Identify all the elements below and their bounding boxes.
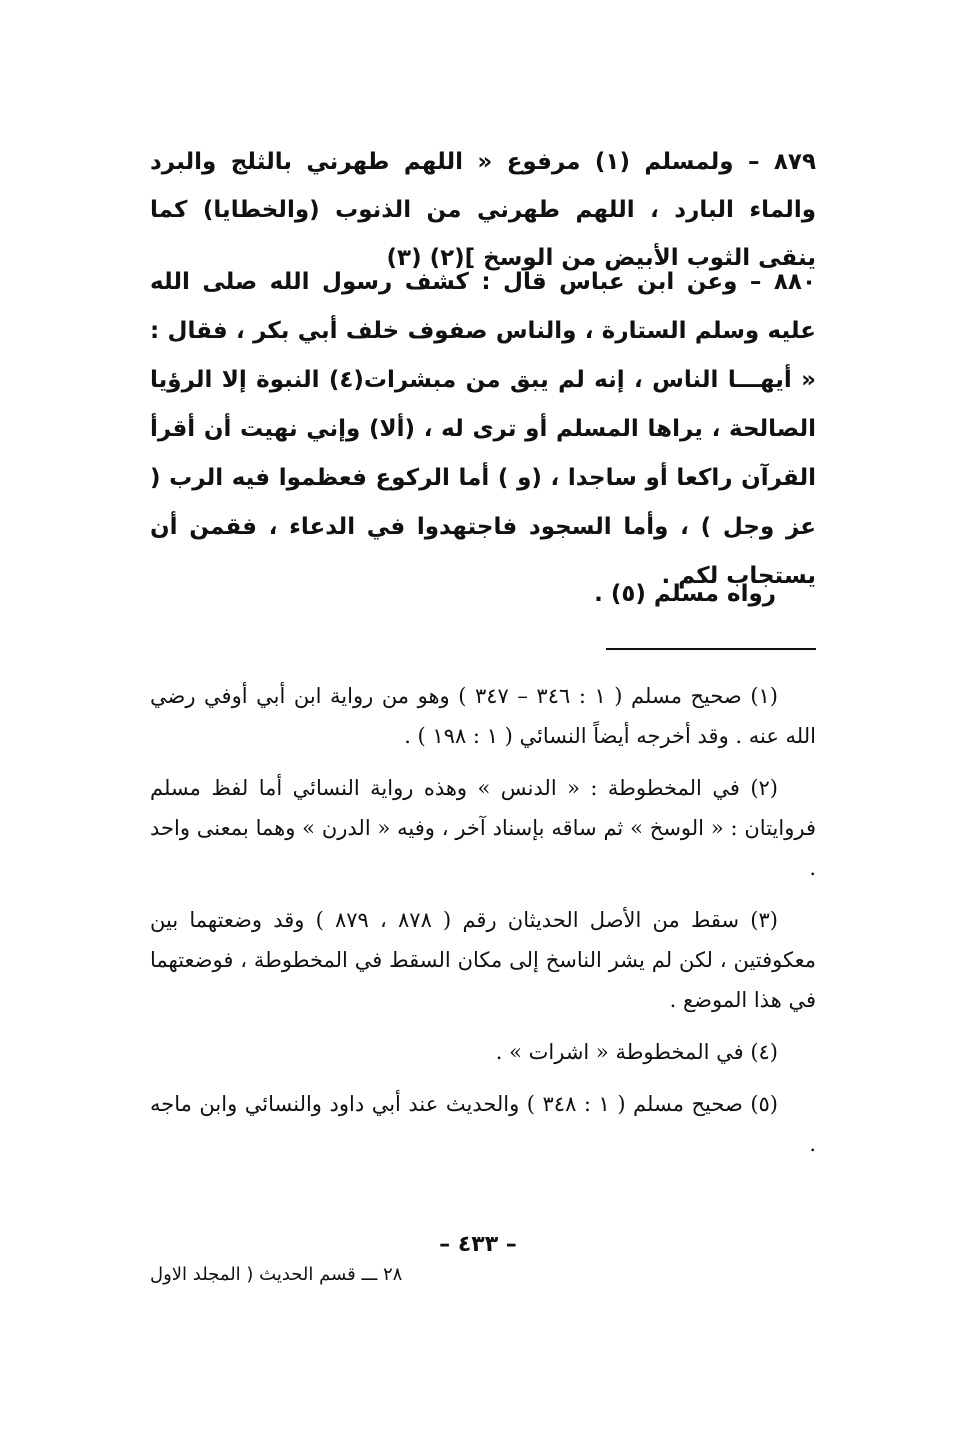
printer-signature: ٢٨ ـــ قسم الحديث ( المجلد الاول — [150, 1264, 403, 1285]
narration-source: رواه مسلم (٥) . — [594, 581, 776, 607]
footnote-1: (١) صحيح مسلم ( ١ : ٣٤٦ – ٣٤٧ ) وهو من رواية ابن أبي أوفي رضي الله عنه . وقد أخرجه أيضاً النسائي ( ١ : ١٩٨ ) . — [150, 684, 816, 748]
page-number: – ٤٣٣ – — [439, 1232, 517, 1257]
footnote-3: (٣) سقط من الأصل الحديثان رقم ( ٨٧٨ ، ٨٧٩ ) وقد وضعتهما بين معكوفتين ، لكن لم يشر الناسخ إلى مكان السقط في المخطوطة ، فوضعتهما في هذا الموضع . — [150, 908, 816, 1012]
footnote-divider — [606, 648, 816, 650]
hadith-879: ٨٧٩ – ولمسلم (١) مرفوع « اللهم طهرني بالثلج والبرد والماء البارد ، اللهم طهرني من الذنوب (والخطايا) كما ينقى الثوب الأبيض من الوسخ ](٢) (٣) — [150, 149, 817, 271]
footnote-5: (٥) صحيح مسلم ( ١ : ٣٤٨ ) والحديث عند أبي داود والنسائي وابن ماجه . — [150, 1092, 816, 1156]
footnote-4: (٤) في المخطوطة « اشرات » . — [495, 1040, 778, 1064]
footnote-2: (٢) في المخطوطة : « الدنس » وهذه رواية النسائي أما لفظ مسلم فروايتان : « الوسخ » ثم ساقه بإسناد آخر ، وفيه « الدرن » وهما بمعنى واحد . — [150, 776, 816, 880]
hadith-880: ٨٨٠ – وعن ابن عباس قال : كشف رسول الله صلى الله عليه وسلم الستارة ، والناس صفوف خلف أبي بكر ، فقال : « أيهـــا الناس ، إنه لم يبق من مبشرات(٤) النبوة إلا الرؤيا الصالحة ، يراها المسلم أو ترى له ، (ألا) وإني نهيت أن أقرأ القرآن راكعا أو ساجدا ، (و ) أما الركوع فعظموا فيه الرب ( عز وجل ) ، وأما السجود فاجتهدوا في الدعاء ، فقمن أن يستجاب لكم . — [150, 269, 816, 589]
footnotes — [150, 676, 816, 1176]
